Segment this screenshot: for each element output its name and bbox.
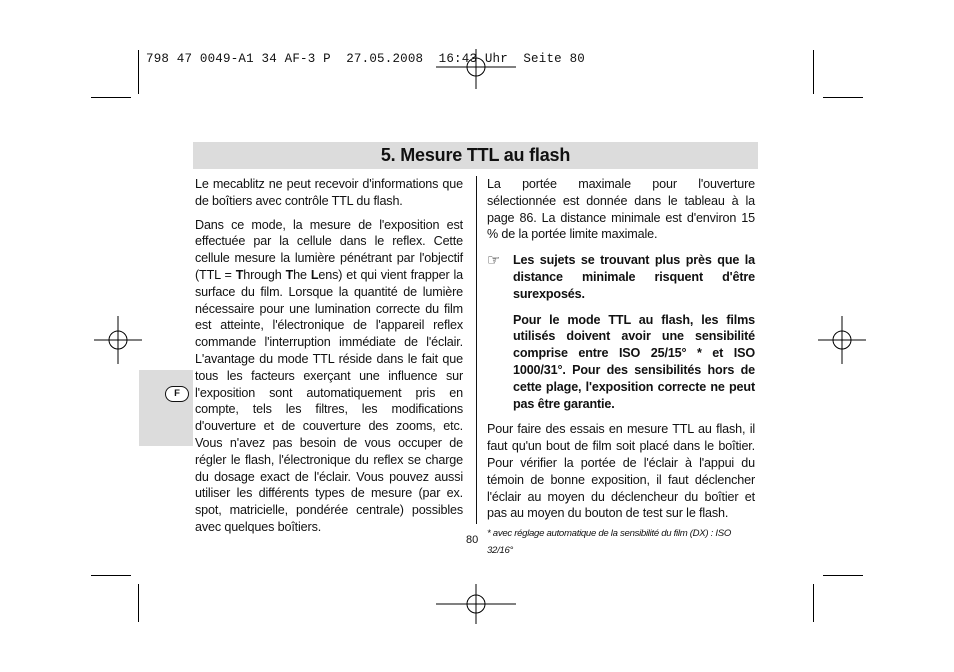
- crop-mark-top-right-vertical: [813, 50, 814, 94]
- registration-mark-bottom-icon: [436, 584, 516, 624]
- registration-mark-right-icon: [818, 316, 866, 364]
- page-number: 80: [466, 534, 479, 546]
- paragraph: Dans ce mode, la mesure de l'exposition est effectuée par la cellule dans le reflex. Cette cellule mesure la lumière pénétrant par l'objectif (TTL = Through The Lens) et qui vient frapper la surface du film. Lorsque la quantité de lumière nécessaire pour une lumination correcte du film est atteinte, l'électronique de l'appareil reflex commande l'interruption immédiate de l'éclair. L'avantage du mode TTL réside dans le fait que tous les facteurs exerçant une influence sur l'exposition sont automatiquement pris en compte, tels les filtres, les modifications d'ouverture et de couverture des zooms, etc. Vous n'avez pas besoin de vous occuper de régler le flash, l'électronique du reflex se charge du dosage exact de l'éclair. Vous pouvez aussi utiliser les différents types de mesure (par ex. spot, matricielle, pondérée centrale) possibles avec quelques boîtiers.: [195, 217, 463, 534]
- crop-mark-bottom-left-vertical: [138, 584, 139, 622]
- crop-mark-top-left-vertical: [138, 50, 139, 94]
- note-paragraph: Les sujets se trouvant plus près que la distance minimale risquent d'être surexposés.: [513, 253, 755, 301]
- crop-mark-top-right-horizontal: [823, 97, 863, 98]
- crop-mark-bottom-left-horizontal: [91, 575, 131, 576]
- pointing-hand-icon: ☞: [487, 252, 501, 270]
- crop-mark-bottom-right-vertical: [813, 584, 814, 622]
- language-badge: F: [165, 386, 189, 402]
- column-divider: [476, 176, 477, 524]
- right-column: [487, 176, 755, 560]
- left-column: [195, 176, 463, 543]
- print-header: 798 47 0049-A1 34 AF-3 P 27.05.2008 16:43 Uhr Seite 80: [146, 52, 585, 66]
- page-title: 5. Mesure TTL au flash: [380, 145, 571, 165]
- language-side-tab: [139, 370, 193, 446]
- section-title-bar: [193, 142, 758, 169]
- warning-note: [487, 252, 755, 412]
- paragraph: La portée maximale pour l'ouverture sélectionnée est donnée dans le tableau à la page 86. La distance minimale est d'environ 15 % de la portée limite maximale.: [487, 177, 755, 242]
- paragraph: Le mecablitz ne peut recevoir d'informations que de boîtiers avec contrôle TTL du flash.: [195, 177, 463, 208]
- crop-mark-bottom-right-horizontal: [823, 575, 863, 576]
- paragraph: Pour faire des essais en mesure TTL au flash, il faut qu'un bout de film soit placé dans le boîtier. Pour vérifier la portée de l'éclair à l'appui du témoin de bonne exposition, il faut déclencher l'éclair au moyen du déclencheur du boîtier et pas au moyen du bouton de test sur le flash.: [487, 422, 755, 521]
- crop-mark-top-left-horizontal: [91, 97, 131, 98]
- note-paragraph: Pour le mode TTL au flash, les films utilisés doivent avoir une sensibilité comprise entre ISO 25/15° * et ISO 1000/31°. Pour des sensibilités hors de cette plage, l'exposition correcte ne peut pas être garantie.: [513, 312, 755, 411]
- footnote: * avec réglage automatique de la sensibilité du film (DX) : ISO 32/16°: [487, 528, 731, 556]
- registration-mark-left-icon: [94, 316, 142, 364]
